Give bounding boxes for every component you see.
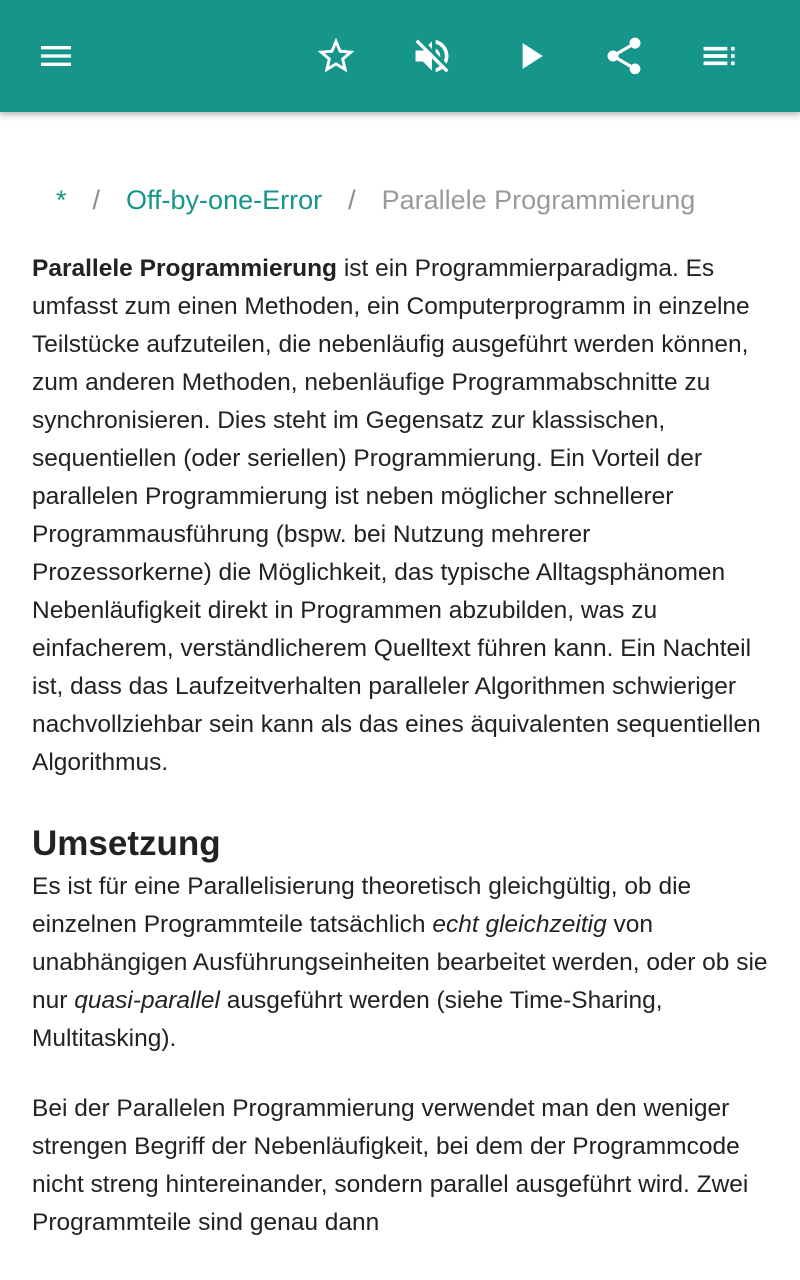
breadcrumb-separator: /	[92, 185, 101, 215]
paragraph-text: von unabhängigen Ausführungseinheiten bearbeitet werden, oder ob sie nur	[32, 911, 768, 1014]
breadcrumb-current: Parallele Programmierung	[381, 185, 696, 215]
play-icon	[508, 34, 552, 78]
share-icon	[602, 34, 646, 78]
article-content	[32, 112, 768, 1242]
play-button[interactable]	[502, 28, 558, 84]
table-of-contents-button[interactable]	[692, 28, 748, 84]
italic-term: quasi-parallel	[74, 987, 220, 1014]
mute-button[interactable]	[404, 28, 460, 84]
menu-icon	[36, 36, 76, 76]
section-paragraph-2: Bei der Parallelen Programmierung verwendet man den weniger strengen Begriff der Nebenläufigkeit, bei dem der Programmcode nicht streng hintereinander, sondern parallel ausgeführt wird. Zwei Programmteile sind genau dann	[32, 1095, 749, 1236]
playlist-icon	[698, 34, 742, 78]
intro-paragraph	[32, 250, 768, 782]
breadcrumb	[32, 180, 768, 220]
paragraph-text: Es ist für eine Parallelisierung theoretisch gleichgültig, ob die einzelnen Programmteile tatsächlich	[32, 873, 692, 938]
share-button[interactable]	[596, 28, 652, 84]
breadcrumb-separator: /	[348, 185, 356, 215]
paragraph-text: ausgeführt werden (siehe Time-Sharing, Multitasking).	[32, 987, 663, 1052]
menu-button[interactable]	[28, 28, 84, 84]
breadcrumb-root[interactable]: *	[56, 185, 67, 215]
intro-text: ist ein Programmierparadigma. Es umfasst zum einen Methoden, ein Computerprogramm in einzelne Teilstücke aufzuteilen, die nebenläufig ausgeführt werden können, zum anderen Methoden, nebenläufige Programmabschnitte zu synchronisieren. Dies steht im Gegensatz zur klassischen, sequentiellen (oder seriellen) Programmierung. Ein Vorteil der parallelen Programmierung ist neben möglicher schnellerer Programmausführung (bspw. bei Nutzung mehrerer Prozessorkerne) die Möglichkeit, das typische Alltagsphänomen Nebenläufigkeit direkt in Programmen abzubilden, was zu einfacherem, verständlicherem Quelltext führen kann. Ein Nachteil ist, dass das Laufzeitverhalten paralleler Algorithmen schwieriger nachvollziehbar sein kann als das eines äquivalenten sequentiellen Algorithmus.	[32, 255, 761, 776]
section-heading: Umsetzung	[32, 824, 221, 863]
article-title-bold: Parallele Programmierung	[32, 255, 338, 282]
app-bar	[0, 0, 800, 112]
star-icon	[314, 34, 358, 78]
italic-term: echt gleichzeitig	[432, 911, 607, 938]
volume-off-icon	[410, 34, 454, 78]
breadcrumb-parent[interactable]: Off-by-one-Error	[126, 185, 323, 215]
section-paragraph-1	[32, 868, 768, 1058]
bookmark-button[interactable]	[308, 28, 364, 84]
